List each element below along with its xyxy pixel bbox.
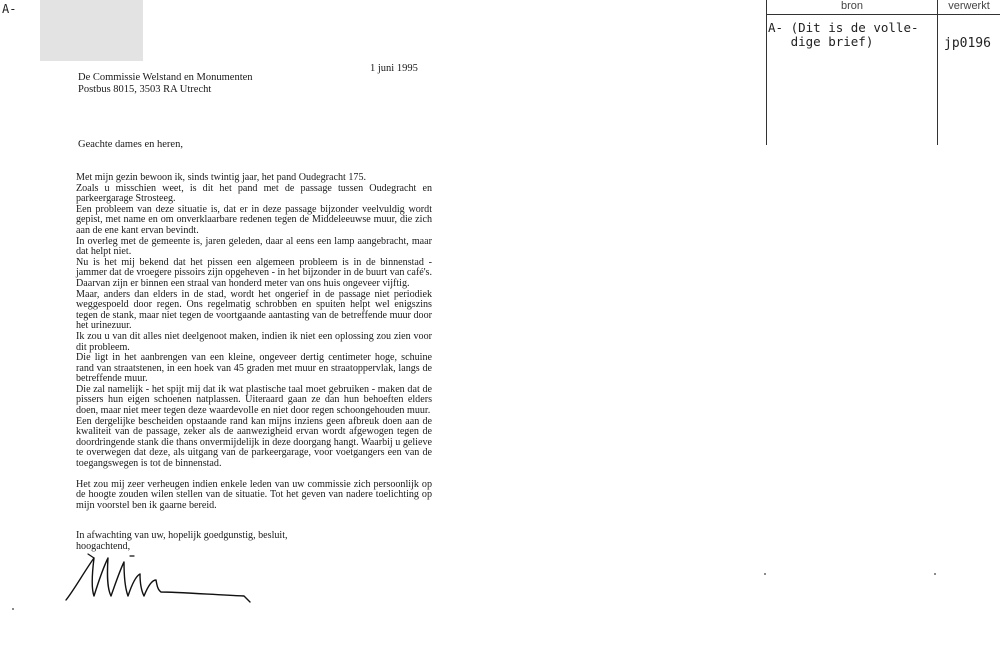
letter-body — [76, 173, 432, 511]
recipient-line: Postbus 8015, 3503 RA Utrecht — [78, 84, 212, 95]
letter-date: 1 juni 1995 — [370, 63, 418, 74]
body-paragraph: Een dergelijke bescheiden opstaande rand kan mijns inziens geen afbreuk doen aan de kwaliteit van de passage, zeker als de aanwezigheid ervan wordt afgewogen tegen de doordringende stank die thans onvermijdelijk in deze doorgang hangt. Waarbij u gelieve te overwegen dat deze, als uitgang van de parkeergarage, voor voetgangers een van de toegangswegen is tot de binnenstad. — [76, 415, 432, 470]
body-paragraph: Het zou mij zeer verheugen indien enkele leden van uw commissie zich persoonlijk op de hoogte zouden wilen stellen van de situatie. Tot het geven van nadere toelichting op mijn voorstel ben ik gaarne bereid. — [76, 478, 432, 511]
body-paragraph: Die ligt in het aanbrengen van een kleine, ongeveer dertig centimeter hoge, schuine rand van straatstenen, in een hoek van 45 graden met muur en straatoppervlak, langs de betreffende muur. — [76, 352, 432, 385]
redacted-letterhead — [40, 0, 143, 61]
body-paragraph: In overleg met de gemeente is, jaren geleden, daar al eens een lamp aangebracht, maar dat helpt niet. — [76, 235, 432, 258]
body-paragraph: Maar, anders dan elders in de stad, wordt het ongerief in de passage niet periodiek weggespoeld door regen. Ons regelmatig schrobben en spuiten helpt wel enigszins tegen de stank, maar niet tegen de voortgaande aantasting van de betreffende muur door het urinezuur. — [76, 288, 432, 332]
body-paragraph: Een probleem van deze situatie is, dat er in deze passage bijzonder veelvuldig wordt gepist, met name en om onverklaarbare redenen tegen de Middeleeuwse muur, die zich aan de ene kant ervan bevindt. — [76, 203, 432, 236]
column-header-verwerkt: verwerkt — [948, 0, 990, 12]
table-border — [937, 0, 938, 145]
bron-line: dige brief) — [768, 34, 874, 49]
body-paragraph: Die zal namelijk - het spijt mij dat ik wat plastische taal moet gebruiken - maken dat de pissers hun eigen schoenen natplassen. Uiteraard gaan ze dan hun behoeften elders doen, maar niet meer tegen deze waardevolle en niet door regen schoongehouden muur. — [76, 383, 432, 417]
closing — [76, 531, 288, 552]
body-paragraph: Zoals u misschien weet, is dit het pand met de passage tussen Oudegracht en parkeergarage Strosteeg. — [76, 182, 432, 205]
closing-line: In afwachting van uw, hopelijk goedgunstig, besluit, — [76, 530, 288, 541]
salutation: Geachte dames en heren, — [78, 139, 183, 150]
verwerkt-id: jp0196 — [944, 36, 991, 51]
body-paragraph: Ik zou u van dit alles niet deelgenoot maken, indien ik niet een oplossing zou zien voor dit probleem. — [76, 330, 432, 353]
body-paragraph: Nu is het mij bekend dat het pissen een algemeen probleem is in de binnenstad - jammer dat de vroegere pissoirs zijn opgeheven - in het bijzonder in de buurt van café's. Daarvan zijn er binnen een straal van honderd meter van ons huis ongeveer vijftig. — [76, 256, 432, 289]
table-border — [766, 14, 1000, 15]
recipient-line: De Commissie Welstand en Monumenten — [78, 72, 253, 83]
recipient-address — [78, 72, 253, 96]
closing-line: hoogachtend, — [76, 540, 131, 552]
archive-corner-mark: A- — [2, 2, 17, 16]
scan-speck — [12, 608, 14, 610]
table-border — [766, 0, 767, 145]
bron-entry — [768, 21, 919, 49]
column-header-bron: bron — [840, 0, 864, 12]
archive-stamp-table — [766, 0, 1000, 145]
scan-speck — [764, 573, 766, 575]
body-paragraph: Met mijn gezin bewoon ik, sinds twintig jaar, het pand Oudegracht 175. — [76, 172, 367, 183]
scan-speck — [934, 573, 936, 575]
handwritten-signature — [64, 550, 254, 606]
bron-line: A- (Dit is de volle- — [768, 20, 919, 35]
